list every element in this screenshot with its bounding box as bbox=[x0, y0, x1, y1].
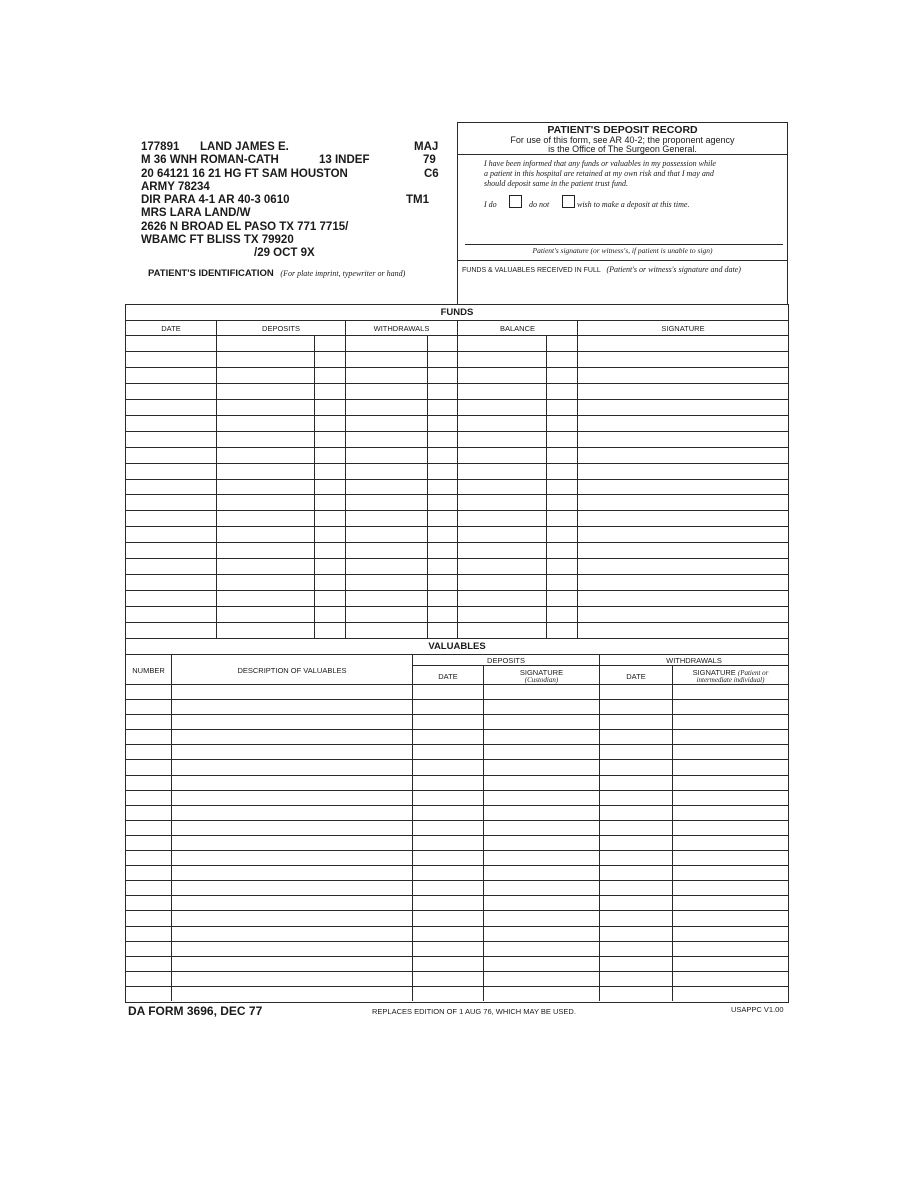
notice-line-2: a patient in this hospital are retained at my own risk and that I may and bbox=[484, 169, 714, 178]
valuables-row-line[interactable] bbox=[126, 820, 788, 821]
patient-identification-imprint bbox=[0, 0, 450, 300]
deposit-title-divider bbox=[458, 154, 787, 155]
imprint-l4-a: ARMY 78234 bbox=[141, 181, 210, 193]
valuables-col-description: DESCRIPTION OF VALUABLES bbox=[237, 666, 347, 675]
valuables-col-withdrawals: WITHDRAWALS bbox=[666, 656, 722, 665]
funds-title: FUNDS bbox=[440, 307, 474, 318]
imprint-l3-a: 20 64121 16 21 HG FT SAM HOUSTON bbox=[141, 168, 348, 180]
imprint-line-9 bbox=[254, 247, 315, 259]
form-id: DA FORM 3696, DEC 77 bbox=[128, 1004, 263, 1018]
valuables-dep-date: DATE bbox=[438, 672, 458, 681]
received-title: FUNDS & VALUABLES RECEIVED IN FULL bbox=[462, 267, 601, 274]
do-not-checkbox[interactable] bbox=[562, 195, 575, 208]
notice-line-3: should deposit same in the patient trust fund. bbox=[484, 179, 628, 188]
do-not-label: do not bbox=[529, 200, 550, 209]
deposit-record-title: PATIENT'S DEPOSIT RECORD bbox=[547, 124, 698, 136]
valuables-row-line[interactable] bbox=[126, 986, 788, 987]
imprint-line-8 bbox=[141, 234, 294, 246]
imprint-line-5 bbox=[141, 194, 439, 206]
valuables-row-line[interactable] bbox=[126, 699, 788, 700]
notice-line-1: I have been informed that any funds or valuables in my possession while bbox=[484, 159, 716, 168]
funds-column-divider bbox=[577, 320, 578, 638]
imprint-l6-a: MRS LARA LAND/W bbox=[141, 207, 251, 219]
deposit-record-box bbox=[457, 122, 788, 304]
valuables-wd-note-2: intermediate individual) bbox=[696, 676, 765, 684]
valuables-row-line[interactable] bbox=[126, 775, 788, 776]
imprint-l7-a: 2626 N BROAD EL PASO TX 771 7715/ bbox=[141, 221, 349, 233]
imprint-l2-b: 13 INDEF bbox=[319, 154, 370, 166]
funds-grid bbox=[126, 305, 788, 638]
valuables-col-deposits: DEPOSITS bbox=[487, 656, 525, 665]
valuables-column-divider bbox=[412, 654, 413, 1001]
valuables-subcolumn-divider bbox=[483, 665, 484, 1001]
received-label bbox=[462, 265, 741, 274]
imprint-line-1 bbox=[141, 141, 439, 153]
valuables-row-line[interactable] bbox=[126, 941, 788, 942]
imprint-l5-a: DIR PARA 4-1 AR 40-3 0610 bbox=[141, 194, 290, 206]
patient-identification-note: (For plate imprint, typewriter or hand) bbox=[280, 269, 406, 278]
funds-col-balance: BALANCE bbox=[499, 324, 535, 333]
valuables-title: VALUABLES bbox=[428, 641, 486, 652]
imprint-line-6 bbox=[141, 207, 250, 219]
valuables-dep-signature: SIGNATURE bbox=[519, 668, 564, 677]
imprint-line-7 bbox=[141, 221, 348, 233]
valuables-row-line[interactable] bbox=[126, 714, 788, 715]
imprint-l3-b: C6 bbox=[424, 168, 439, 180]
valuables-column-divider bbox=[171, 654, 172, 1001]
funds-cents-divider bbox=[546, 335, 547, 638]
replaces-note: REPLACES EDITION OF 1 AUG 76, WHICH MAY BE USED. bbox=[372, 1007, 576, 1016]
valuables-row-line[interactable] bbox=[126, 805, 788, 806]
deposit-record-subtitle-2: is the Office of The Surgeon General. bbox=[548, 144, 697, 154]
imprint-l2-c: 79 bbox=[423, 154, 436, 166]
valuables-row-line[interactable] bbox=[126, 729, 788, 730]
valuables-wd-note-1: (Patient or bbox=[737, 669, 769, 677]
valuables-column-divider bbox=[599, 654, 600, 1001]
received-divider bbox=[458, 260, 787, 261]
valuables-row-line[interactable] bbox=[126, 744, 788, 745]
valuables-wd-date: DATE bbox=[626, 672, 646, 681]
imprint-rank: MAJ bbox=[414, 141, 439, 153]
valuables-row-line[interactable] bbox=[126, 910, 788, 911]
valuables-row-line[interactable] bbox=[126, 835, 788, 836]
valuables-section bbox=[125, 639, 789, 1003]
funds-col-date: DATE bbox=[161, 324, 181, 333]
valuables-row-line[interactable] bbox=[126, 895, 788, 896]
imprint-l5-b: TM1 bbox=[406, 194, 429, 206]
valuables-dep-custodian: (Custodian) bbox=[524, 676, 559, 684]
imprint-id: 177891 bbox=[141, 141, 180, 153]
valuables-row-line[interactable] bbox=[126, 759, 788, 760]
valuables-row-line[interactable] bbox=[126, 971, 788, 972]
funds-col-signature: SIGNATURE bbox=[661, 324, 705, 333]
funds-column-divider bbox=[345, 320, 346, 638]
valuables-row-line[interactable] bbox=[126, 956, 788, 957]
valuables-col-number: NUMBER bbox=[132, 666, 165, 675]
received-note: (Patient's or witness's signature and date) bbox=[606, 265, 741, 274]
funds-column-divider bbox=[216, 320, 217, 638]
valuables-row-line[interactable] bbox=[126, 926, 788, 927]
valuables-row-line[interactable] bbox=[126, 880, 788, 881]
funds-col-withdrawals: WITHDRAWALS bbox=[373, 324, 430, 333]
funds-cents-divider bbox=[314, 335, 315, 638]
imprint-name: LAND JAMES E. bbox=[200, 141, 289, 153]
patient-identification-label bbox=[148, 268, 405, 279]
patient-signature-caption: Patient's signature (or witness's, if patient is unable to sign) bbox=[532, 246, 713, 255]
imprint-line-3 bbox=[141, 168, 439, 180]
valuables-subcolumn-divider bbox=[672, 665, 673, 1001]
imprint-l9-a: /29 OCT 9X bbox=[254, 247, 315, 259]
version-note: USAPPC V1.00 bbox=[731, 1005, 784, 1014]
imprint-l8-a: WBAMC FT BLISS TX 79920 bbox=[141, 234, 294, 246]
valuables-row-line[interactable] bbox=[126, 865, 788, 866]
i-do-checkbox[interactable] bbox=[509, 195, 522, 208]
i-do-label: I do bbox=[484, 200, 497, 209]
funds-col-deposits: DEPOSITS bbox=[262, 324, 300, 333]
wish-label: wish to make a deposit at this time. bbox=[577, 200, 690, 209]
valuables-wd-signature-label: SIGNATURE bbox=[692, 668, 736, 677]
deposit-record-subtitle-1: For use of this form, see AR 40-2; the proponent agency bbox=[510, 135, 735, 145]
funds-section bbox=[125, 304, 789, 639]
valuables-subheader-divider bbox=[413, 665, 788, 666]
valuables-row-line[interactable] bbox=[126, 850, 788, 851]
imprint-l2-a: M 36 WNH ROMAN-CATH bbox=[141, 154, 279, 166]
patient-identification-title: PATIENT'S IDENTIFICATION bbox=[148, 268, 274, 279]
funds-cents-divider bbox=[427, 335, 428, 638]
imprint-line-2 bbox=[141, 154, 439, 166]
imprint-line-4 bbox=[141, 181, 210, 193]
valuables-header-divider bbox=[126, 684, 788, 685]
valuables-row-line[interactable] bbox=[126, 790, 788, 791]
valuables-grid bbox=[126, 639, 788, 1001]
patient-signature-line[interactable] bbox=[465, 244, 783, 245]
funds-column-divider bbox=[457, 320, 458, 638]
